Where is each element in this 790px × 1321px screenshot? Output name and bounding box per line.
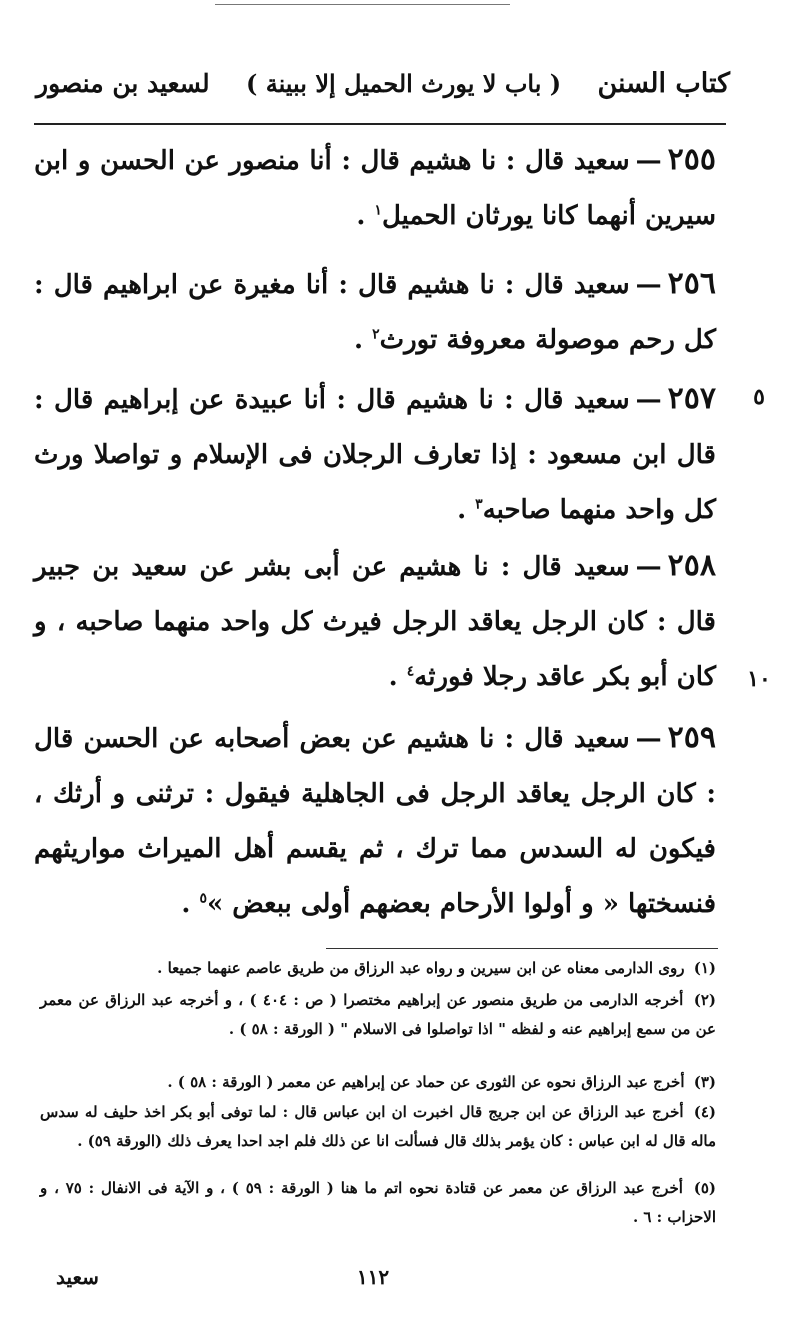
dash: — (635, 146, 662, 176)
footnote-rule (326, 948, 718, 949)
hadith-end: . (181, 889, 200, 919)
footnote-ref: ١ (374, 202, 382, 219)
hadith-end: . (353, 325, 373, 355)
hadith-text: سعيد قال : نا هشيم قال : أنا عبيدة عن إبراهيم قال : قال ابن مسعود : إذا تعارف الرجلان فى الإسلام و تواصلا ورث كل واحد منهما صاحبه (34, 385, 716, 525)
dash: — (635, 552, 662, 582)
margin-line-number: ٥ (753, 384, 765, 410)
author-name: لسعيد بن منصور (36, 68, 210, 98)
hadith-text: سعيد قال : نا هشيم قال : أنا منصور عن الحسن و ابن سيرين أنهما كانا يورثان الحميل (34, 146, 716, 231)
hadith-number: ٢٥٦ (667, 266, 716, 301)
hadith-text: سعيد قال : نا هشيم قال : أنا مغيرة عن ابراهيم قال : كل رحم موصولة معروفة تورث (34, 270, 716, 355)
chapter-title: ( باب لا يورث الحميل إلا ببينة ) (245, 68, 562, 98)
footnote-3 (40, 1068, 716, 1097)
footnote-text: أخرجه الدارمى من طريق منصور عن إبراهيم مختصرا ( ص : ٤٠٤ ) ، و أخرجه عبد الرزاق عن معمر عن من سمع إبراهيم عنه و لفظه " اذا تواصلوا فى الاسلام " ( الورقة : ٥٨ ) . (40, 991, 716, 1038)
footnote-ref: ٥ (199, 890, 207, 907)
signature-mark: سعيد (56, 1265, 99, 1289)
footnote-number: (٥) (693, 1179, 717, 1197)
hadith-text: سعيد قال : نا هشيم عن أبى بشر عن سعيد بن جبير قال : كان الرجل يعاقد الرجل فيرث كل واحد منهما صاحبه ، و كان أبو بكر عاقد رجلا فورثه (34, 552, 716, 692)
hadith-255 (34, 132, 716, 244)
running-head (36, 60, 730, 106)
footnote-ref: ٤ (406, 663, 415, 680)
hadith-text: سعيد قال : نا هشيم عن بعض أصحابه عن الحسن قال : كان الرجل يعاقد الرجل فى الجاهلية فيقول : ترثنى و أرثك ، فيكون له السدس مما ترك ، ثم يقسم أهل الميراث مواريثهم فنسختها « و أولوا الأرحام بعضهم أولى ببعض » (34, 724, 716, 919)
footnote-1 (40, 954, 716, 983)
dash: — (635, 270, 662, 300)
footnote-5 (40, 1174, 716, 1232)
footnote-text: أخرج عبد الرزاق نحوه عن الثورى عن حماد عن إبراهيم عن معمر ( الورقة : ٥٨ ) . (167, 1073, 685, 1091)
book-title: كتاب السنن (597, 67, 730, 99)
footnote-text: روى الدارمى معناه عن ابن سيرين و رواه عبد الرزاق من طريق عاصم عنهما جميعا . (157, 959, 685, 977)
hadith-end: . (388, 662, 407, 692)
header-rule (34, 123, 726, 125)
footnote-2 (40, 986, 716, 1044)
hadith-257 (34, 371, 716, 538)
footnote-text: أخرج عبد الرزاق عن معمر عن قتادة نحوه اتم ما هنا ( الورقة : ٥٩ ) ، و الآية فى الانفال : ٧٥ ، و الاحزاب : ٦ . (40, 1179, 716, 1226)
hadith-number: ٢٥٩ (667, 720, 716, 755)
hadith-number: ٢٥٥ (667, 142, 716, 177)
hadith-end: . (457, 495, 476, 525)
hadith-number: ٢٥٧ (667, 381, 716, 416)
footnote-ref: ٣ (475, 496, 483, 513)
footnote-text: أخرج عبد الرزاق عن ابن جريج قال اخبرت ان ابن عباس قال : لما توفى أبو بكر اخذ حليف له سدس ماله قال له ابن عباس : كان يؤمر بذلك قال فسألت انا عن ذلك فلم اجد احدا يعرف ذلك (الورقة ٥٩) . (40, 1103, 716, 1150)
footnote-number: (١) (693, 959, 716, 977)
hadith-258 (34, 538, 716, 705)
top-rule (215, 4, 510, 5)
footnote-number: (٣) (693, 1073, 716, 1091)
hadith-end: . (356, 201, 375, 231)
hadith-259 (34, 710, 716, 932)
dash: — (635, 385, 662, 415)
page-number: ١١٢ (356, 1265, 390, 1289)
footnote-number: (٢) (693, 991, 716, 1009)
hadith-256 (34, 256, 716, 368)
margin-line-number: ١٠ (747, 666, 771, 692)
dash: — (635, 724, 662, 754)
footnote-4 (40, 1098, 716, 1156)
hadith-number: ٢٥٨ (667, 548, 716, 583)
footnote-number: (٤) (693, 1103, 716, 1121)
footnote-ref: ٢ (372, 326, 380, 343)
